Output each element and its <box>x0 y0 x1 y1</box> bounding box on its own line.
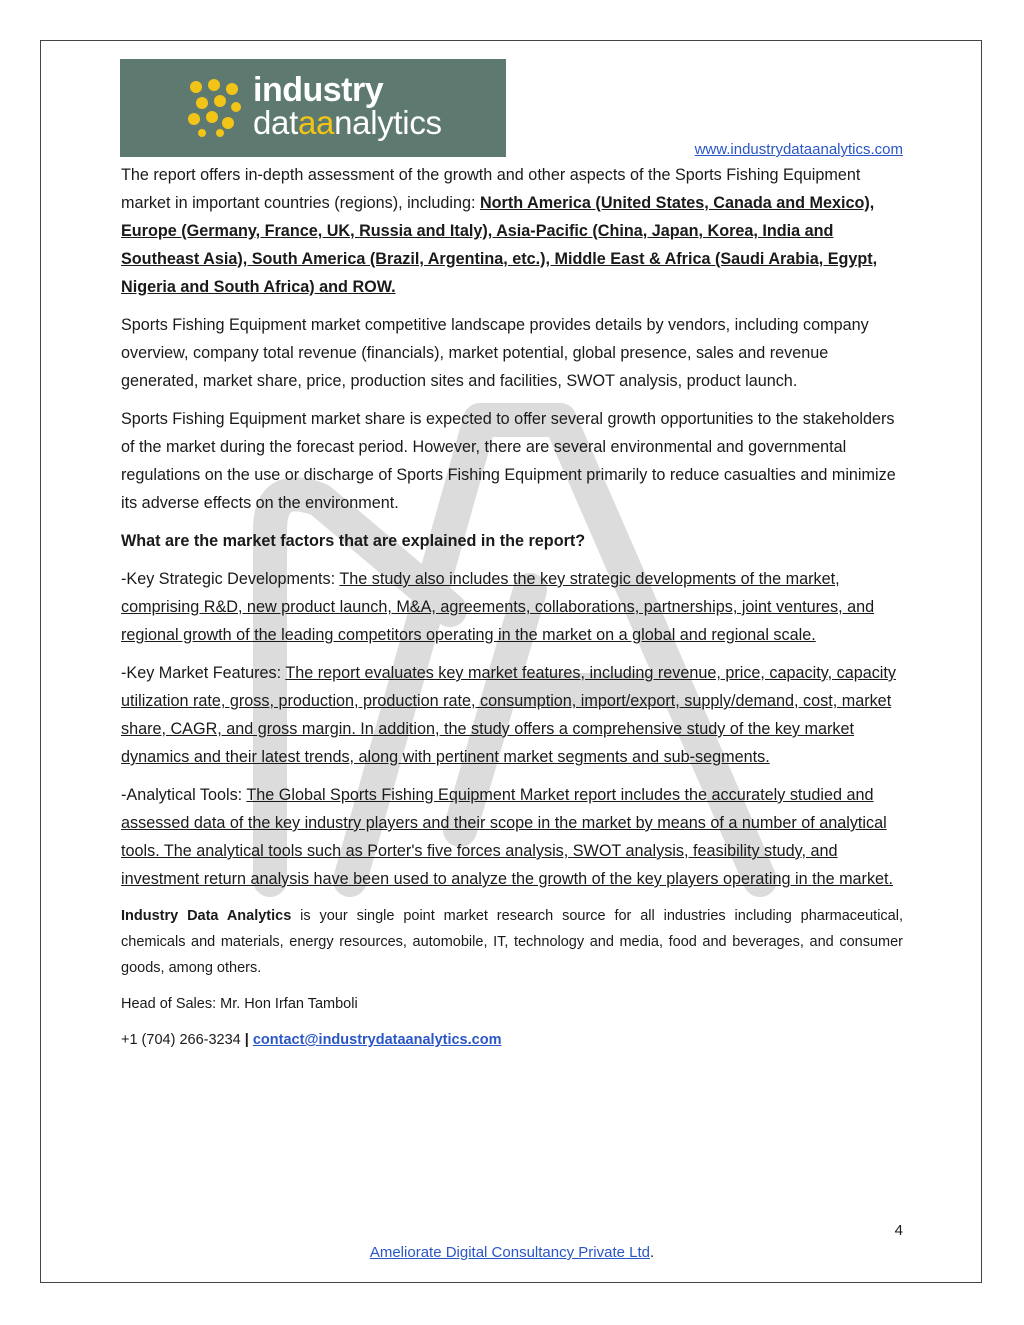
logo-accent: aa <box>297 104 335 141</box>
footer: Ameliorate Digital Consultancy Private Ltd. <box>369 1244 655 1261</box>
website-link[interactable]: www.industrydataanalytics.com <box>694 141 903 158</box>
paragraph-market-share: Sports Fishing Equipment market share is expected to offer several growth opportunities to the stakeholders of the market during the forecast period. However, there are several environmental and governmental regulations on the use or discharge of Sports Fishing Equipment primarily to reduce casualties and minimize its adverse effects on the environment. <box>121 410 896 512</box>
company-name: Industry Data Analytics <box>121 908 292 924</box>
section-question-heading: What are the market factors that are explained in the report? <box>121 532 586 550</box>
logo-word-dataanalytics: dataanalytics <box>253 104 442 141</box>
phone-number: +1 (704) 266-3234 <box>121 1032 245 1048</box>
contact-line: +1 (704) 266-3234 | contact@industrydataanalytics.com <box>121 1032 502 1048</box>
paragraph-regions: The report offers in-depth assessment of the growth and other aspects of the Sports Fishing Equipment market in important countries (regions), including: North America (United States, Canada and Mexico), Europe (Germany, France, UK, Russia and Italy), Asia-Pacific (China, Japan, Korea, India and Southeast Asia), South America (Brazil, Argentina, etc.), Middle East & Africa (Saudi Arabia, Egypt, Nigeria and South Africa) and ROW. <box>121 166 878 296</box>
regions-list: North America (United States, Canada and Mexico), Europe (Germany, France, UK, Russia and Italy), Asia-Pacific (China, Japan, Korea, India and Southeast Asia), South America (Brazil, Argentina, etc.), Middle East & Africa (Saudi Arabia, Egypt, Nigeria and South Africa) and ROW. <box>121 194 878 296</box>
factor-strategic-developments: -Key Strategic Developments: The study also includes the key strategic developments of the market, comprising R&D, new product launch, M&A, agreements, collaborations, partnerships, joint ventures, and regional growth of the leading competitors operating in the market on a global and regional scale. <box>121 570 875 644</box>
factor-market-features: -Key Market Features: The report evaluates key market features, including revenue, price, capacity, capacity utilization rate, gross, production, production rate, consumption, import/export, supply/demand, cost, market share, CAGR, and gross margin. In addition, the study offers a comprehensive study of the key market dynamics and their latest trends, along with pertinent market segments and sub-segments. <box>121 664 896 766</box>
footer-company-link[interactable]: Ameliorate Digital Consultancy Private Ltd <box>369 1244 650 1261</box>
paragraph-competitive-landscape: Sports Fishing Equipment market competitive landscape provides details by vendors, including company overview, company total revenue (financials), market potential, global presence, sales and revenue generated, market share, price, production sites and facilities, SWOT analysis, product launch. <box>121 316 869 390</box>
document-body <box>121 161 903 1053</box>
head-of-sales: Head of Sales: Mr. Hon Irfan Tamboli <box>121 996 358 1012</box>
logo-dots-icon <box>188 79 242 137</box>
factor-analytical-tools: -Analytical Tools: The Global Sports Fishing Equipment Market report includes the accurately studied and assessed data of the key industry players and their scope in the market by means of a number of analytical tools. The analytical tools such as Porter's five forces analysis, SWOT analysis, feasibility study, and investment return analysis have been used to analyze the growth of the key players operating in the market. <box>121 786 894 888</box>
company-logo <box>120 59 506 157</box>
about-company: Industry Data Analytics is your single point market research source for all industries including pharmaceutical, chemicals and materials, energy resources, automobile, IT, technology and media, food and beverages, and consumer goods, among others. <box>121 908 903 976</box>
logo-word-industry: industry <box>253 71 384 109</box>
page-number: 4 <box>894 1222 903 1239</box>
email-link[interactable]: contact@industrydataanalytics.com <box>252 1032 502 1048</box>
